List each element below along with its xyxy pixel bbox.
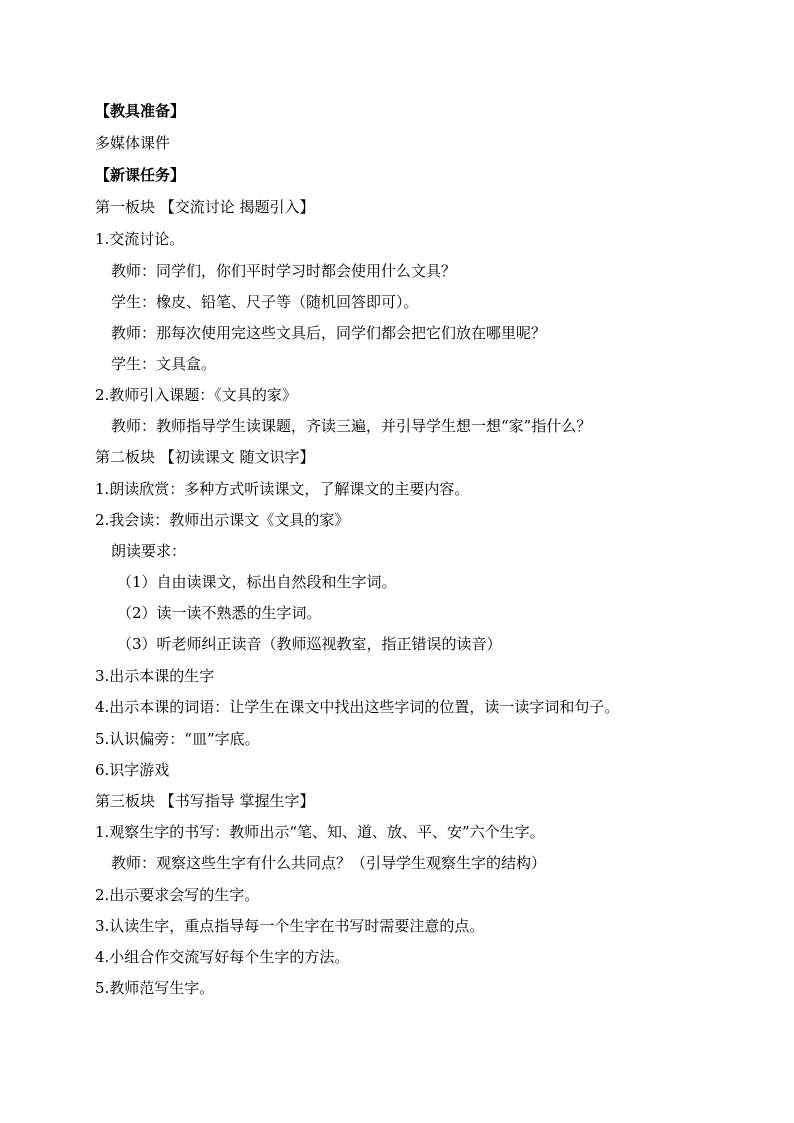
list-item: 3.认读生字，重点指导每一个生字在书写时需要注意的点。 bbox=[95, 917, 485, 935]
list-item: 3.出示本课的生字 bbox=[95, 667, 215, 685]
list-item: 4.出示本课的词语：让学生在课文中找出这些字词的位置，读一读字词和句子。 bbox=[95, 698, 620, 716]
paragraph: 多媒体课件 bbox=[95, 134, 171, 152]
block-heading-2: 第二板块 【初读课文 随文识字】 bbox=[95, 448, 315, 466]
list-item: 5.教师范写生字。 bbox=[95, 979, 215, 997]
section-heading-teaching-aids: 【教具准备】 bbox=[95, 102, 186, 120]
dialogue-line: 教师：同学们，你们平时学习时都会使用什么文具？ bbox=[111, 262, 457, 280]
list-item: 2.我会读：教师出示课文《文具的家》 bbox=[95, 511, 350, 529]
list-item: 1.交流讨论。 bbox=[95, 230, 185, 248]
dialogue-line: 学生：橡皮、铅笔、尺子等（随机回答即可）。 bbox=[111, 293, 419, 311]
list-item: 5.认识偏旁：“皿”字底。 bbox=[95, 730, 260, 748]
sub-list-item: （3）听老师纠正读音（教师巡视教室，指正错误的读音） bbox=[117, 635, 502, 653]
sub-list-item: （1）自由读课文，标出自然段和生字词。 bbox=[117, 573, 397, 591]
block-heading-3: 第三板块 【书写指导 掌握生字】 bbox=[95, 792, 315, 810]
dialogue-line: 教师：观察这些生字有什么共同点？（引导学生观察生字的结构） bbox=[111, 854, 547, 872]
list-item: 4.小组合作交流写好每个生字的方法。 bbox=[95, 948, 350, 966]
list-item: 1.朗读欣赏：多种方式听读课文，了解课文的主要内容。 bbox=[95, 480, 470, 498]
dialogue-line: 教师：教师指导学生读课题，齐读三遍，并引导学生想一想“家”指什么？ bbox=[111, 417, 592, 435]
list-item: 2.出示要求会写的生字。 bbox=[95, 886, 260, 904]
list-item: 6.识字游戏 bbox=[95, 761, 170, 779]
section-heading-new-lesson: 【新课任务】 bbox=[95, 166, 186, 184]
block-heading-1: 第一板块 【交流讨论 揭题引入】 bbox=[95, 198, 315, 216]
paragraph: 朗读要求： bbox=[111, 542, 187, 560]
sub-list-item: （2）读一读不熟悉的生字词。 bbox=[117, 604, 322, 622]
list-item: 2.教师引入课题：《文具的家》 bbox=[95, 386, 297, 404]
dialogue-line: 学生：文具盒。 bbox=[111, 355, 217, 373]
list-item: 1.观察生字的书写：教师出示“笔、知、道、放、平、安”六个生字。 bbox=[95, 823, 545, 841]
dialogue-line: 教师：那每次使用完这些文具后，同学们都会把它们放在哪里呢？ bbox=[111, 324, 547, 342]
